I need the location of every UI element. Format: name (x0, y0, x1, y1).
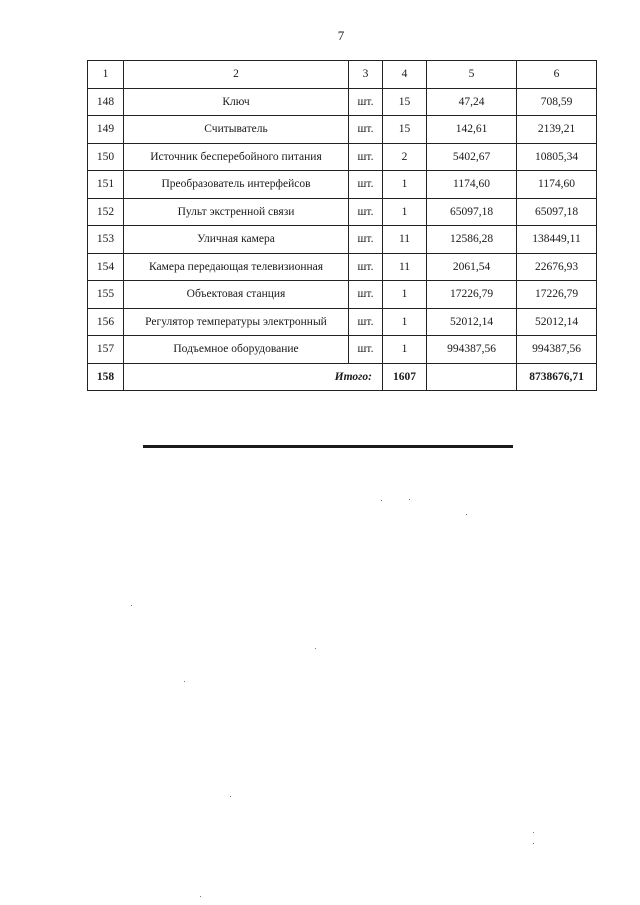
total-cost-cell: 65097,18 (517, 198, 597, 226)
item-name-cell: Камера передающая телевизионная (124, 253, 349, 281)
table-row (88, 143, 597, 171)
unit-cell: шт. (349, 143, 383, 171)
unit-price-cell: 47,24 (427, 88, 517, 116)
unit-price-cell: 994387,56 (427, 336, 517, 364)
table-row (88, 336, 597, 364)
unit-price-cell: 142,61 (427, 116, 517, 144)
unit-price-cell: 5402,67 (427, 143, 517, 171)
quantity-cell: 2 (383, 143, 427, 171)
scan-speck (184, 681, 185, 682)
scan-speck (131, 605, 132, 606)
item-name-cell: Подъемное оборудование (124, 336, 349, 364)
page-number: 7 (337, 28, 345, 43)
table-row (88, 226, 597, 254)
total-label-cell: Итого: (124, 363, 383, 391)
quantity-cell: 11 (383, 226, 427, 254)
quantity-cell: 1 (383, 281, 427, 309)
row-number-cell: 148 (88, 88, 124, 116)
quantity-cell: 1 (383, 171, 427, 199)
quantity-cell: 1 (383, 198, 427, 226)
row-number-cell: 155 (88, 281, 124, 309)
unit-cell: шт. (349, 336, 383, 364)
total-cost-cell: 2139,21 (517, 116, 597, 144)
table-row (88, 116, 597, 144)
row-number-cell: 154 (88, 253, 124, 281)
quantity-cell: 15 (383, 88, 427, 116)
scan-speck (409, 499, 410, 500)
row-number-cell: 157 (88, 336, 124, 364)
header-cell: 1 (88, 61, 124, 89)
table-header-row (88, 61, 597, 89)
total-cost-cell: 10805,34 (517, 143, 597, 171)
row-number-cell: 150 (88, 143, 124, 171)
item-name-cell: Преобразователь интерфейсов (124, 171, 349, 199)
row-number-cell: 151 (88, 171, 124, 199)
item-name-cell: Пульт экстренной связи (124, 198, 349, 226)
unit-cell: шт. (349, 308, 383, 336)
total-row-number-cell: 158 (88, 363, 124, 391)
scan-speck (533, 832, 534, 833)
total-cost-cell: 52012,14 (517, 308, 597, 336)
total-sum-cell: 8738676,71 (517, 363, 597, 391)
header-cell: 5 (427, 61, 517, 89)
table-row (88, 171, 597, 199)
unit-cell: шт. (349, 88, 383, 116)
unit-price-cell: 12586,28 (427, 226, 517, 254)
header-cell: 4 (383, 61, 427, 89)
scan-speck (466, 514, 467, 515)
total-quantity-cell: 1607 (383, 363, 427, 391)
header-cell: 2 (124, 61, 349, 89)
total-cost-cell: 708,59 (517, 88, 597, 116)
total-cost-cell: 22676,93 (517, 253, 597, 281)
unit-cell: шт. (349, 171, 383, 199)
scan-speck (533, 843, 534, 844)
quantity-cell: 15 (383, 116, 427, 144)
total-cost-cell: 17226,79 (517, 281, 597, 309)
total-cost-cell: 994387,56 (517, 336, 597, 364)
unit-cell: шт. (349, 226, 383, 254)
total-cost-cell: 1174,60 (517, 171, 597, 199)
header-cell: 3 (349, 61, 383, 89)
row-number-cell: 149 (88, 116, 124, 144)
table-row (88, 253, 597, 281)
quantity-cell: 1 (383, 336, 427, 364)
unit-price-cell: 17226,79 (427, 281, 517, 309)
row-number-cell: 152 (88, 198, 124, 226)
unit-cell: шт. (349, 116, 383, 144)
scan-speck (200, 896, 201, 897)
total-row (88, 363, 597, 391)
end-of-document-rule (143, 445, 513, 448)
table-row (88, 281, 597, 309)
unit-cell: шт. (349, 198, 383, 226)
item-name-cell: Регулятор температуры электронный (124, 308, 349, 336)
total-cost-cell: 138449,11 (517, 226, 597, 254)
unit-price-cell: 2061,54 (427, 253, 517, 281)
scan-speck (381, 500, 382, 501)
item-name-cell: Уличная камера (124, 226, 349, 254)
table-row (88, 88, 597, 116)
item-name-cell: Ключ (124, 88, 349, 116)
specification-table (87, 60, 597, 391)
quantity-cell: 11 (383, 253, 427, 281)
unit-price-cell: 1174,60 (427, 171, 517, 199)
quantity-cell: 1 (383, 308, 427, 336)
total-price-cell (427, 363, 517, 391)
row-number-cell: 156 (88, 308, 124, 336)
scan-speck (230, 796, 231, 797)
table-row (88, 198, 597, 226)
unit-price-cell: 52012,14 (427, 308, 517, 336)
row-number-cell: 153 (88, 226, 124, 254)
header-cell: 6 (517, 61, 597, 89)
unit-cell: шт. (349, 281, 383, 309)
table-row (88, 308, 597, 336)
scan-speck (315, 648, 316, 649)
unit-price-cell: 65097,18 (427, 198, 517, 226)
item-name-cell: Объектовая станция (124, 281, 349, 309)
item-name-cell: Считыватель (124, 116, 349, 144)
unit-cell: шт. (349, 253, 383, 281)
item-name-cell: Источник бесперебойного питания (124, 143, 349, 171)
